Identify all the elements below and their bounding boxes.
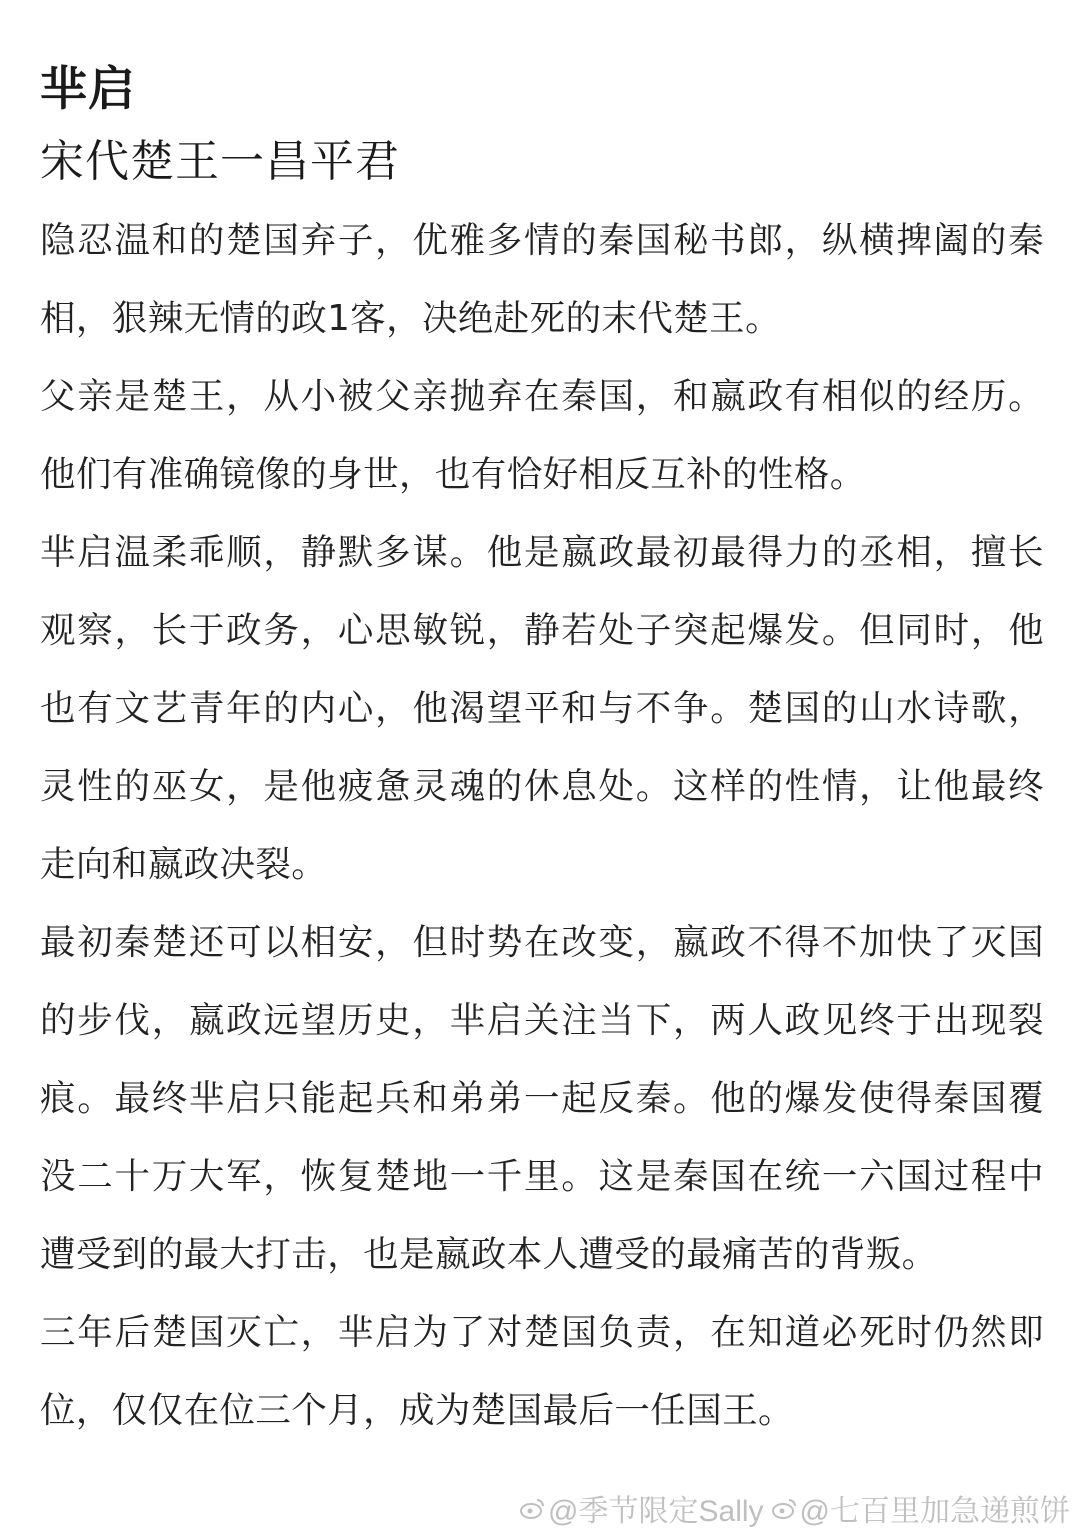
article-subtitle: 宋代楚王一昌平君 — [40, 136, 400, 187]
paragraph: 隐忍温和的楚国弃子，优雅多情的秦国秘书郎，纵横捭阖的秦相，狠辣无情的政1客，决绝赴死的末代楚王。 — [40, 220, 1044, 339]
watermark-right-text: @七百里加急递煎饼 — [799, 1495, 1070, 1528]
paragraph: 三年后楚国灭亡，芈启为了对楚国负责，在知道必死时仍然即位，仅仅在位三个月，成为楚国最后一任国王。 — [40, 1312, 1044, 1431]
paragraph: 最初秦楚还可以相安，但时势在改变，嬴政不得不加快了灭国的步伐，嬴政远望历史，芈启关注当下，两人政见终于出现裂痕。最终芈启只能起兵和弟弟一起反秦。他的爆发使得秦国覆没二十万大军，恢复楚地一千里。这是秦国在统一六国过程中遭受到的最大打击，也是嬴政本人遭受的最痛苦的背叛。 — [40, 922, 1044, 1275]
paragraph: 芈启温柔乖顺，静默多谋。他是嬴政最初最得力的丞相，擅长观察，长于政务，心思敏锐，静若处子突起爆发。但同时，他也有文艺青年的内心，他渴望平和与不争。楚国的山水诗歌，灵性的巫女，是他疲惫灵魂的休息处。这样的性情，让他最终走向和嬴政决裂。 — [40, 532, 1044, 885]
paragraph: 父亲是楚王，从小被父亲抛弃在秦国，和嬴政有相似的经历。他们有准确镜像的身世，也有恰好相反互补的性格。 — [40, 376, 1044, 495]
watermark-left-text: @季节限定Sally — [548, 1495, 764, 1528]
article-title: 芈启 — [40, 62, 136, 117]
